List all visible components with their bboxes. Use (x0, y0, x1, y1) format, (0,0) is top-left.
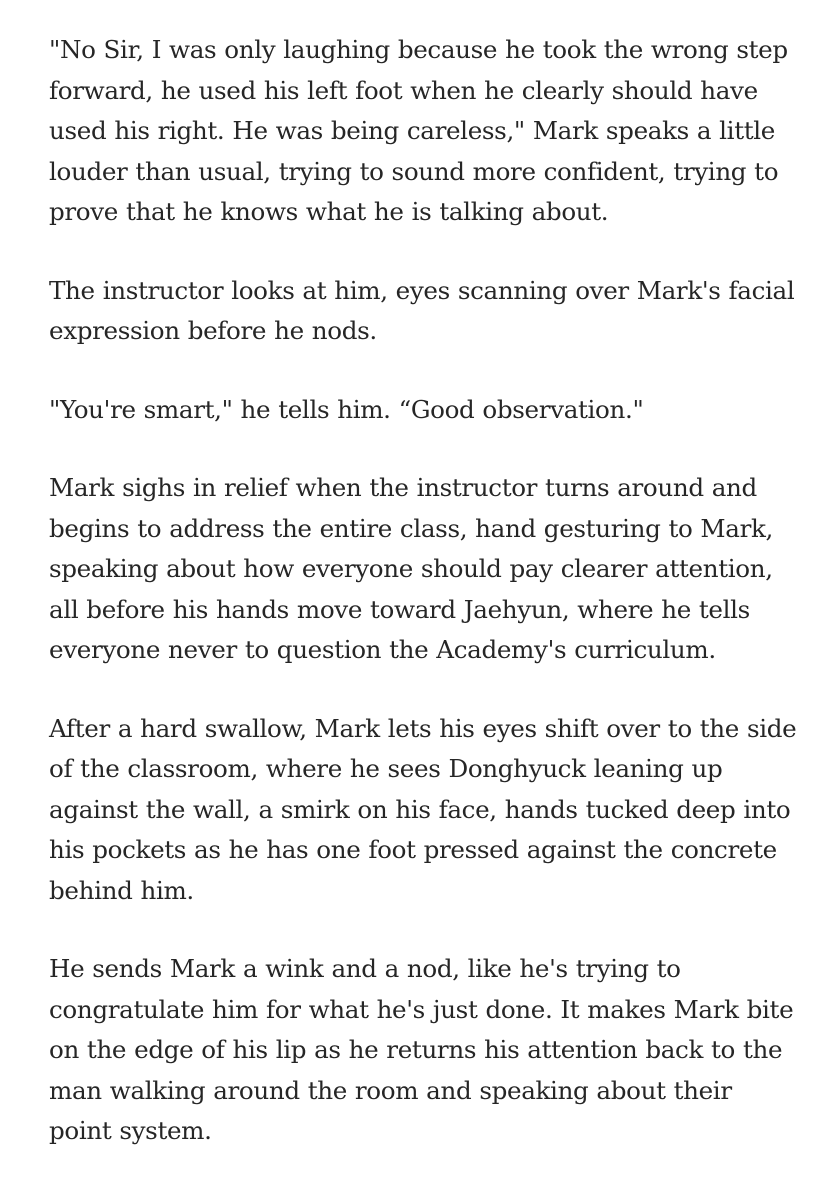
text-line: his pockets as he has one foot pressed against the concrete (49, 835, 777, 864)
paragraph-6 (49, 949, 794, 1152)
text-line: on the edge of his lip as he returns his attention back to the (49, 1035, 783, 1064)
paragraph-1 (49, 30, 788, 233)
text-line: "You're smart," he tells him. “Good observation." (49, 394, 644, 424)
text-line: Mark sighs in relief when the instructor turns around and (49, 473, 757, 502)
text-line: of the classroom, where he sees Donghyuck leaning up (49, 754, 723, 783)
text-line: begins to address the entire class, hand gesturing to Mark, (49, 513, 774, 543)
text-line: forward, he used his left foot when he clearly should have (49, 75, 758, 105)
text-line: He sends Mark a wink and a nod, like he's trying to (49, 954, 681, 983)
text-line: speaking about how everyone should pay clearer attention, (49, 554, 773, 583)
text-line: against the wall, a smirk on his face, hands tucked deep into (49, 794, 791, 824)
paragraph-5 (49, 709, 797, 912)
text-line: After a hard swallow, Mark lets his eyes shift over to the side (49, 713, 797, 743)
text-line: used his right. He was being careless," Mark speaks a little (49, 116, 775, 145)
text-line: prove that he knows what he is talking about. (49, 197, 609, 226)
paragraph-4 (49, 468, 783, 671)
text-line: everyone never to question the Academy's curriculum. (49, 635, 716, 664)
paragraph-2 (49, 271, 795, 352)
text-line: louder than usual, trying to sound more confident, trying to (49, 156, 779, 186)
text-line: point system. (49, 1116, 212, 1145)
text-line: "No Sir, I was only laughing because he took the wrong step (49, 35, 788, 64)
text-line: behind him. (49, 875, 194, 905)
text-line: congratulate him for what he's just done. It makes Mark bite (49, 994, 794, 1024)
text-line: all before his hands move toward Jaehyun, where he tells (49, 594, 750, 624)
text-line: expression before he nods. (49, 316, 377, 345)
text-line: man walking around the room and speaking about their (49, 1075, 732, 1105)
text-line: The instructor looks at him, eyes scanning over Mark's facial (49, 275, 795, 305)
paragraph-3 (49, 390, 783, 431)
